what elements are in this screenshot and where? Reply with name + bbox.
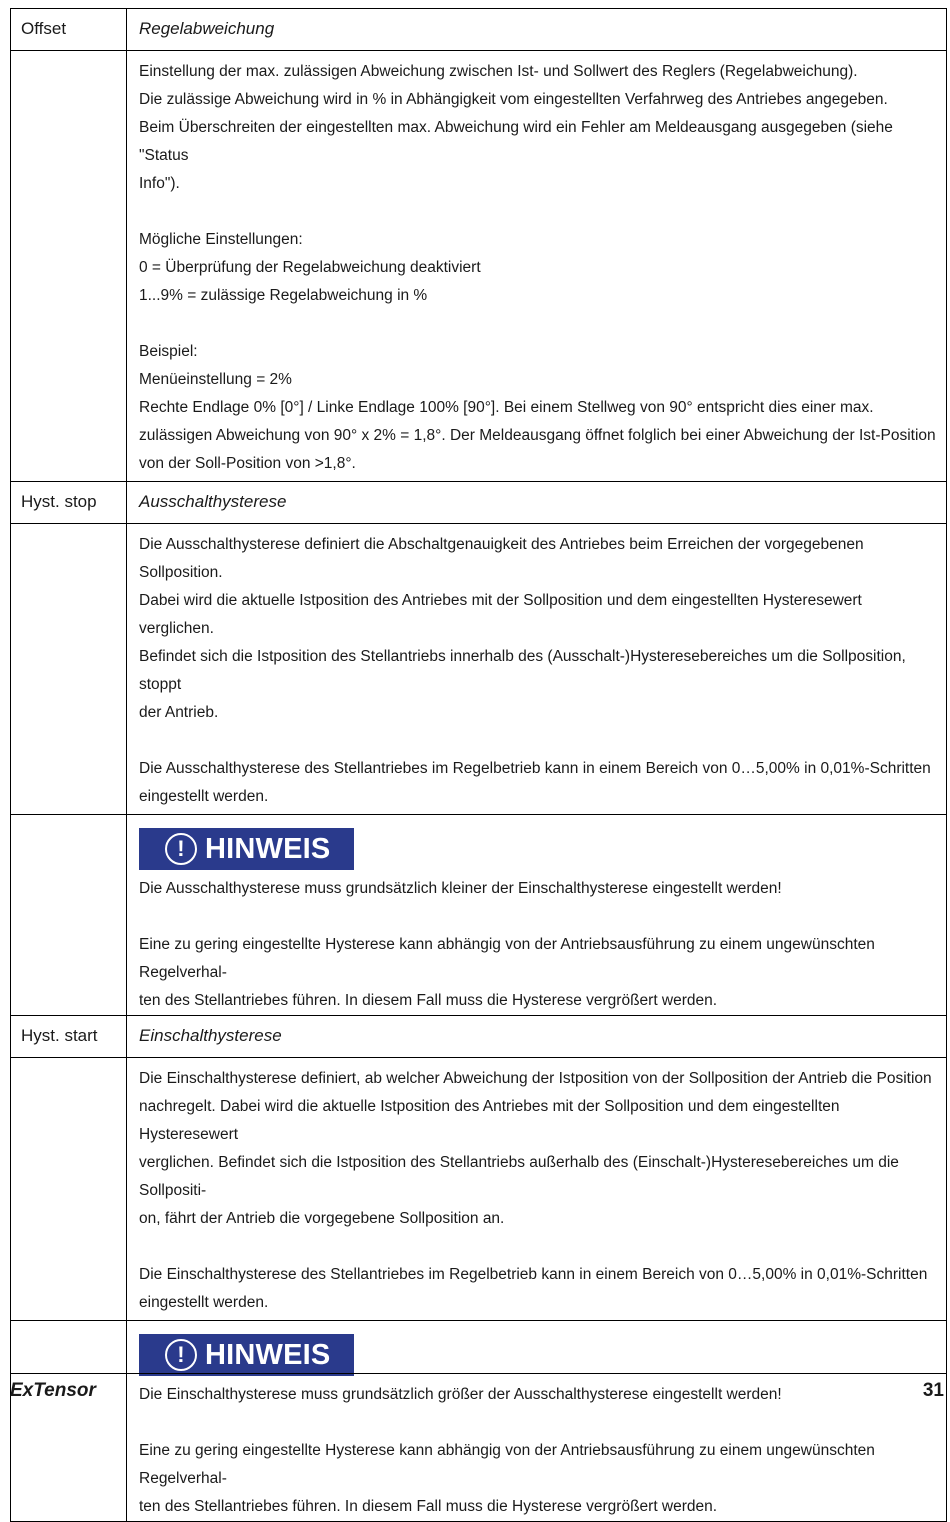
hint-cell xyxy=(127,1321,947,1522)
text-line: Beim Überschreiten der eingestellten max. Abweichung wird ein Fehler am Meldeausgang ausgegeben (siehe "Status xyxy=(139,119,893,164)
text-line: Rechte Endlage 0% [0°] / Linke Endlage 100% [90°]. Bei einem Stellweg von 90° entspricht dies einer max. xyxy=(139,399,874,416)
text-line: verglichen. Befindet sich die Istposition des Stellantriebs außerhalb des (Einschalt-)Hysteresebereiches um die Sollpositi- xyxy=(139,1154,899,1199)
text-line: Die Einschalthysterese muss grundsätzlich größer der Ausschalthysterese eingestellt werden! xyxy=(139,1386,782,1403)
empty-key-cell xyxy=(11,1058,127,1321)
footer-product-name: ExTensor xyxy=(10,1380,96,1401)
parameter-name: Hyst. stop xyxy=(21,492,97,511)
footer-divider xyxy=(10,1373,947,1374)
parameter-header-row xyxy=(11,9,947,51)
parameter-key-cell xyxy=(11,1016,127,1058)
text-line: Mögliche Einstellungen: xyxy=(139,231,303,248)
text-line: Eine zu gering eingestellte Hysterese kann abhängig von der Antriebsausführung zu einem ungewünschten Regelverhal- xyxy=(139,936,875,981)
parameter-description-cell xyxy=(127,1058,947,1321)
empty-key-cell xyxy=(11,524,127,815)
exclamation-circle-icon: ! xyxy=(165,833,197,865)
hint-text xyxy=(139,1381,938,1521)
description-text xyxy=(139,524,938,814)
text-line: nachregelt. Dabei wird die aktuelle Istposition des Antriebes mit der Sollposition und dem eingestellten Hysteresewert xyxy=(139,1098,840,1143)
paragraph xyxy=(139,1065,938,1233)
paragraph xyxy=(139,875,938,903)
parameter-description-cell xyxy=(127,51,947,482)
hinweis-label: HINWEIS xyxy=(205,833,331,865)
parameter-title-cell xyxy=(127,1016,947,1058)
text-line: der Antrieb. xyxy=(139,704,219,721)
paragraph xyxy=(139,931,938,1015)
parameter-title: Einschalthysterese xyxy=(139,1026,282,1045)
text-line: 0 = Überprüfung der Regelabweichung deaktiviert xyxy=(139,259,481,276)
hinweis-badge xyxy=(139,828,354,870)
exclamation-circle-icon: ! xyxy=(165,1339,197,1371)
parameter-key-cell xyxy=(11,482,127,524)
footer-page-number: 31 xyxy=(922,1380,944,1401)
text-line: Die Ausschalthysterese muss grundsätzlich kleiner der Einschalthysterese eingestellt werden! xyxy=(139,880,782,897)
hint-text xyxy=(139,875,938,1015)
text-line: ten des Stellantriebes führen. In diesem Fall muss die Hysterese vergrößert werden. xyxy=(139,992,718,1009)
paragraph xyxy=(139,531,938,727)
parameter-key-cell xyxy=(11,9,127,51)
text-line: Einstellung der max. zulässigen Abweichung zwischen Ist- und Sollwert des Reglers (Regelabweichung). xyxy=(139,63,858,80)
parameter-title-cell xyxy=(127,9,947,51)
text-line: Menüeinstellung = 2% xyxy=(139,371,292,388)
hint-row xyxy=(11,1321,947,1522)
paragraph xyxy=(139,1261,938,1317)
paragraph xyxy=(139,755,938,811)
text-line: Info"). xyxy=(139,175,180,192)
text-line: eingestellt werden. xyxy=(139,788,269,805)
hinweis-label: HINWEIS xyxy=(205,1339,331,1371)
hinweis-badge xyxy=(139,1334,354,1376)
text-line: von der Soll-Position von >1,8°. xyxy=(139,455,356,472)
text-line: ten des Stellantriebes führen. In diesem Fall muss die Hysterese vergrößert werden. xyxy=(139,1498,718,1515)
paragraph xyxy=(139,1437,938,1521)
text-line: Dabei wird die aktuelle Istposition des Antriebes mit der Sollposition und dem eingestellten Hysteresewert verglichen. xyxy=(139,592,862,637)
text-line: Befindet sich die Istposition des Stellantriebs innerhalb des (Ausschalt-)Hysteresebereiches um die Sollposition, stoppt xyxy=(139,648,906,693)
description-text xyxy=(139,51,938,481)
text-line: zulässigen Abweichung von 90° x 2% = 1,8°. Der Meldeausgang öffnet folglich bei einer Abweichung der Ist-Position xyxy=(139,427,936,444)
description-text xyxy=(139,1058,938,1320)
parameter-name: Hyst. start xyxy=(21,1026,98,1045)
parameter-header-row xyxy=(11,1016,947,1058)
parameter-description-cell xyxy=(127,524,947,815)
text-line: Eine zu gering eingestellte Hysterese kann abhängig von der Antriebsausführung zu einem ungewünschten Regelverhal- xyxy=(139,1442,875,1487)
text-line: Die Einschalthysterese definiert, ab welcher Abweichung der Istposition von der Sollposition der Antrieb die Position xyxy=(139,1070,932,1087)
parameter-name: Offset xyxy=(21,19,67,38)
parameter-table xyxy=(10,8,947,1522)
text-line: Die Ausschalthysterese definiert die Abschaltgenauigkeit des Antriebes beim Erreichen der vorgegebenen Sollposition. xyxy=(139,536,864,581)
text-line: on, fährt der Antrieb die vorgegebene Sollposition an. xyxy=(139,1210,505,1227)
paragraph xyxy=(139,1381,938,1409)
text-line: 1...9% = zulässige Regelabweichung in % xyxy=(139,287,428,304)
parameter-header-row xyxy=(11,482,947,524)
parameter-title: Ausschalthysterese xyxy=(139,492,287,511)
parameter-title: Regelabweichung xyxy=(139,19,275,38)
empty-key-cell xyxy=(11,51,127,482)
hint-row xyxy=(11,815,947,1016)
empty-key-cell xyxy=(11,815,127,1016)
text-line: Die Ausschalthysterese des Stellantriebes im Regelbetrieb kann in einem Bereich von 0…5,00% in 0,01%-Schritten xyxy=(139,760,931,777)
hint-cell xyxy=(127,815,947,1016)
text-line: Die Einschalthysterese des Stellantriebes im Regelbetrieb kann in einem Bereich von 0…5,00% in 0,01%-Schritten xyxy=(139,1266,928,1283)
paragraph xyxy=(139,226,938,310)
text-line: Die zulässige Abweichung wird in % in Abhängigkeit vom eingestellten Verfahrweg des Antriebes angegeben. xyxy=(139,91,888,108)
parameter-description-row xyxy=(11,1058,947,1321)
text-line: Beispiel: xyxy=(139,343,198,360)
text-line: eingestellt werden. xyxy=(139,1294,269,1311)
empty-key-cell xyxy=(11,1321,127,1522)
paragraph xyxy=(139,338,938,478)
paragraph xyxy=(139,58,938,198)
parameter-description-row xyxy=(11,51,947,482)
parameter-description-row xyxy=(11,524,947,815)
parameter-title-cell xyxy=(127,482,947,524)
